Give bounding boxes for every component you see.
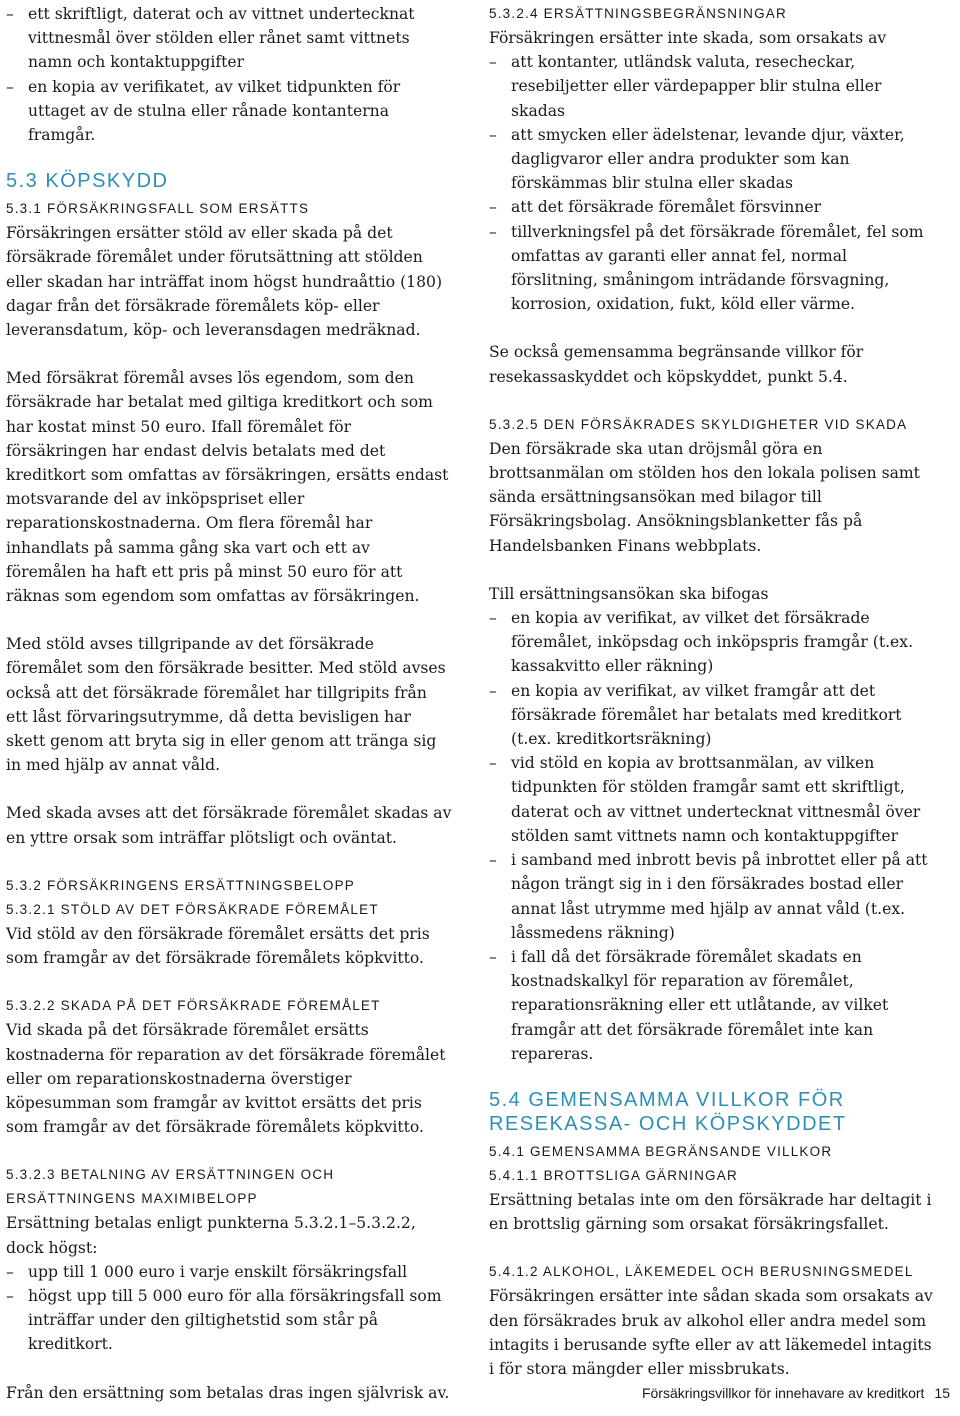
limitations-list bbox=[489, 50, 935, 316]
section-heading-5-3-1: 5.3.1 FÖRSÄKRINGSFALL SOM ERSÄTTS bbox=[6, 201, 310, 217]
paragraph: Försäkringen ersätter inte sådan skada som orsakats av den försäkrades bruk av alkohol eller andra medel som intagits i berusande syfte eller av att läkemedel intagits i för stora mängder eller missbrukats. bbox=[489, 1287, 933, 1378]
paragraph: Se också gemensamma begränsande villkor för resekassaskyddet och köpskyddet, punkt 5.4. bbox=[489, 343, 864, 386]
paragraph: Med skada avses att det försäkrade föremålet skadas av en yttre orsak som inträffar plötsligt och oväntat. bbox=[6, 804, 452, 847]
list-item: – ett skriftligt, daterat och av vittnet undertecknat vittnesmål över stölden eller rånet samt vittnets namn och kontaktuppgifter bbox=[6, 2, 452, 75]
section-heading-5-4-1-2: 5.4.1.2 ALKOHOL, LÄKEMEDEL OCH BERUSNINGSMEDEL bbox=[489, 1264, 914, 1280]
paragraph: Med försäkrat föremål avses lös egendom, som den försäkrade har betalat med giltiga kreditkort och som har kostat minst 50 euro. Ifall föremålet för försäkringen har endast delvis betalats med det kreditkort som omfattas av försäkringen, ersätts endast motsvarande del av inköpspriset eller reparationskostnaderna. Om flera föremål har inhandlats på samma gång ska vart och ett av föremålen ha haft ett pris på minst 50 euro för att räknas som egendom som omfattas av försäkringen. bbox=[6, 369, 449, 606]
paragraph: Ersättning betalas enligt punkterna 5.3.2.1–5.3.2.2, dock högst: bbox=[6, 1214, 416, 1257]
list-item: – att smycken eller ädelstenar, levande djur, växter, dagligvaror eller andra produkter som kan förskämmas blir stulna eller skadas bbox=[489, 123, 935, 196]
footer-title: Försäkringsvillkor för innehavare av kreditkort bbox=[641, 1385, 925, 1401]
list-item: – upp till 1 000 euro i varje enskilt försäkringsfall bbox=[6, 1260, 452, 1284]
list-item: – i samband med inbrott bevis på inbrottet eller på att någon trängt sig in i den försäkrades bostad eller annat låst utrymme med hjälp av annat våld (t.ex. låssmedens räkning) bbox=[489, 848, 935, 945]
paragraph: Ersättning betalas inte om den försäkrade har deltagit i en brottslig gärning som orsakat försäkringsfallet. bbox=[489, 1190, 932, 1234]
left-column bbox=[6, 2, 452, 1405]
list-item: – i fall då det försäkrade föremålet skadats en kostnadskalkyl för reparation av föremålet, reparationsräkning eller ett utlåtande, av vilket framgår att det försäkrade föremålet inte kan repareras. bbox=[489, 945, 935, 1066]
section-heading-5-3-2-5: 5.3.2.5 DEN FÖRSÄKRADES SKYLDIGHETER VID SKADA bbox=[489, 416, 908, 432]
section-heading-5-4-1-1: 5.4.1.1 BROTTSLIGA GÄRNINGAR bbox=[489, 1167, 738, 1183]
section-heading-5-4-1: 5.4.1 GEMENSAMMA BEGRÄNSANDE VILLKOR bbox=[489, 1143, 833, 1159]
attachments-list bbox=[489, 606, 935, 1066]
list-item: – högst upp till 5 000 euro för alla försäkringsfall som inträffar under den giltighetstid som står på kreditkort. bbox=[6, 1284, 452, 1357]
page-number: 15 bbox=[934, 1385, 950, 1401]
paragraph: Från den ersättning som betalas dras ingen självrisk av. bbox=[6, 1383, 450, 1402]
right-column bbox=[489, 2, 935, 1381]
max-amount-list bbox=[6, 1260, 452, 1357]
intro-list bbox=[6, 2, 452, 147]
section-heading-5-3-2-2: 5.3.2.2 SKADA PÅ DET FÖRSÄKRADE FÖREMÅLET bbox=[6, 998, 381, 1014]
paragraph: Med stöld avses tillgripande av det försäkrade föremålet som den försäkrade besitter. Med stöld avses också att det försäkrade föremålet har tillgripits från ett låst förvaringsutrymme, då detta bevisligen har skett genom att bryta sig in eller genom att tränga sig in med hjälp av annat våld. bbox=[6, 635, 446, 775]
paragraph: Vid stöld av den försäkrade föremålet ersätts det pris som framgår av det försäkrade föremålets köpkvitto. bbox=[6, 924, 430, 968]
section-heading-5-3-2-4: 5.3.2.4 ERSÄTTNINGSBEGRÄNSNINGAR bbox=[489, 6, 787, 21]
list-item: – att kontanter, utländsk valuta, resecheckar, resebiljetter eller värdepapper blir stulna eller skadas bbox=[489, 50, 935, 123]
section-heading-5-3: 5.3 KÖPSKYDD bbox=[6, 170, 169, 193]
page-footer bbox=[620, 1385, 950, 1401]
list-item: – en kopia av verifikatet, av vilket tidpunkten för uttaget av de stulna eller rånade kontanterna framgår. bbox=[6, 75, 452, 148]
paragraph: Försäkringen ersätter stöld av eller skada på det försäkrade föremålet under förutsättning att stölden eller skadan har inträffat inom högst hundraåttio (180) dagar från det försäkrade föremålets köp- eller leveransdatum, köp- och leveransdagen medräknad. bbox=[6, 224, 443, 340]
list-item: – en kopia av verifikat, av vilket framgår att det försäkrade föremålet har betalats med kreditkort (t.ex. kreditkortsräkning) bbox=[489, 679, 935, 752]
list-item: – att det försäkrade föremålet försvinner bbox=[489, 195, 935, 219]
paragraph: Den försäkrade ska utan dröjsmål göra en brottsanmälan om stölden hos den lokala polisen samt sända ersättningsansökan med bilagor till Försäkringsbolag. Ansökningsblanketter fås på Handelsbanken Finans webbplats. bbox=[489, 439, 920, 555]
list-item: – tillverkningsfel på det försäkrade föremålet, fel som omfattas av garanti eller annat fel, normal förslitning, småningom inträdande försvagning, korrosion, oxidation, fukt, köld eller värme. bbox=[489, 220, 935, 317]
section-heading-5-4: 5.4 GEMENSAMMA VILLKOR FÖR RESEKASSA- OCH KÖPSKYDDET bbox=[489, 1088, 847, 1135]
paragraph: Försäkringen ersätter inte skada, som orsakats av bbox=[489, 29, 887, 47]
list-item: – vid stöld en kopia av brottsanmälan, av vilken tidpunkten för stölden framgår samt ett skriftligt, daterat och av vittnet undertecknat vittnesmål över stölden samt vittnets namn och kontaktuppgifter bbox=[489, 751, 935, 848]
list-item: – en kopia av verifikat, av vilket det försäkrade föremålet, inköpsdag och inköpspris framgår (t.ex. kassakvitto eller räkning) bbox=[489, 606, 935, 679]
section-heading-5-3-2-1: 5.3.2.1 STÖLD AV DET FÖRSÄKRADE FÖREMÅLET bbox=[6, 901, 379, 917]
section-heading-5-3-2-3: 5.3.2.3 BETALNING AV ERSÄTTNINGEN OCH ERSÄTTNINGENS MAXIMIBELOPP bbox=[6, 1167, 335, 1207]
section-heading-5-3-2: 5.3.2 FÖRSÄKRINGENS ERSÄTTNINGSBELOPP bbox=[6, 877, 355, 893]
paragraph: Till ersättningsansökan ska bifogas bbox=[489, 584, 769, 603]
paragraph: Vid skada på det försäkrade föremålet ersätts kostnaderna för reparation av det försäkrade föremålet eller om reparationskostnaderna överstiger köpesumman som framgår av kvittot ersätts det pris som framgår av det försäkrade föremålets köpkvitto. bbox=[6, 1021, 446, 1137]
